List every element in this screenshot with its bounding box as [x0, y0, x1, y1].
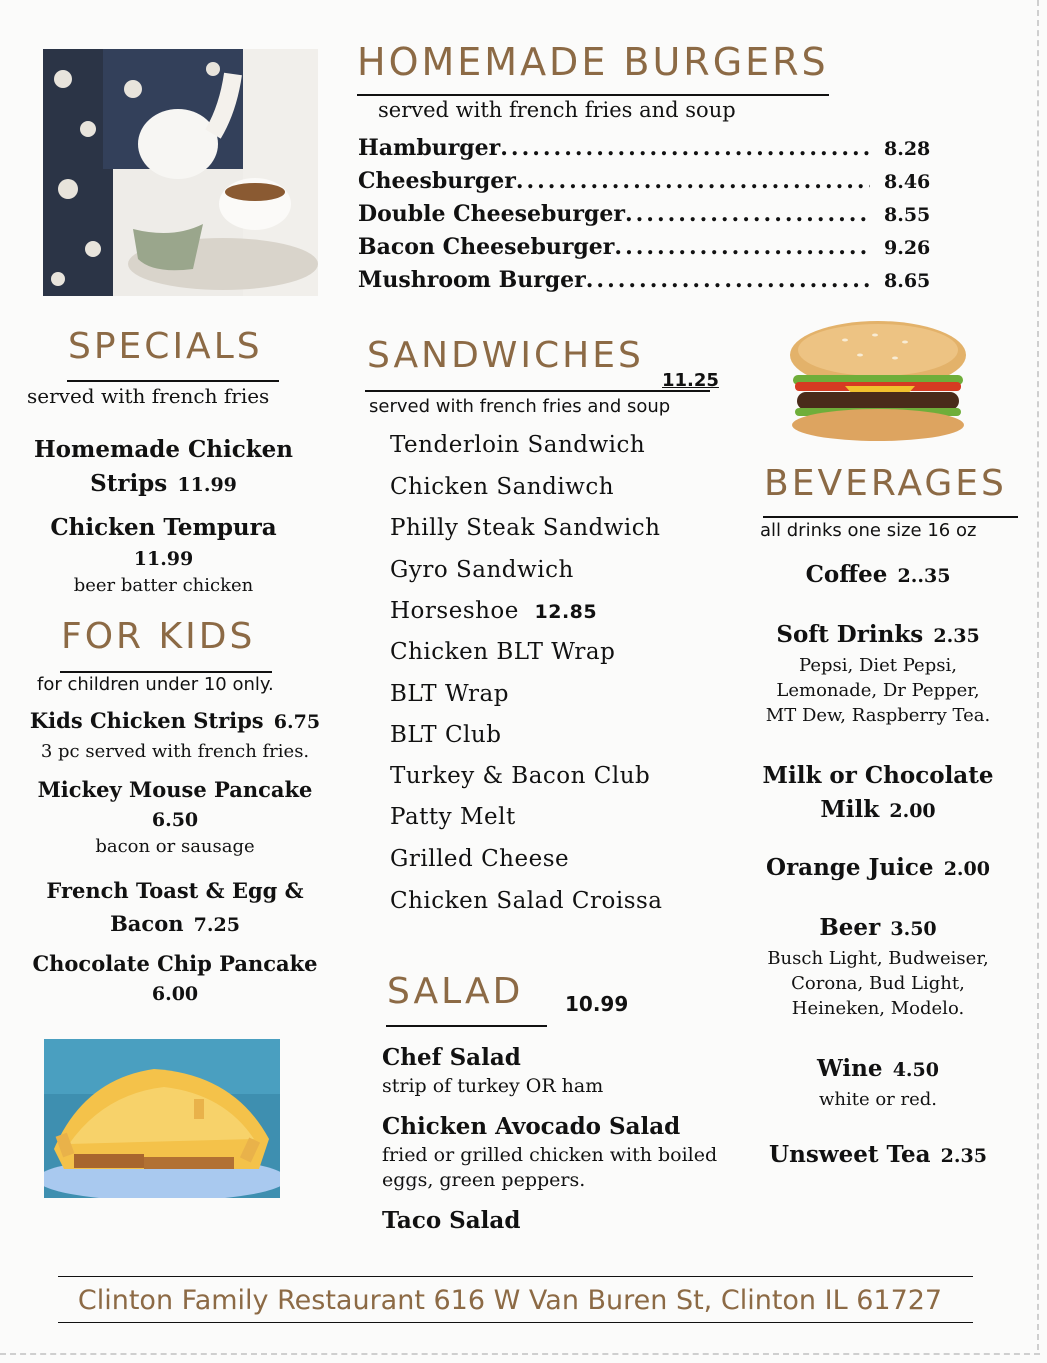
beverages-subtitle: all drinks one size 16 oz	[760, 520, 977, 541]
beverage-desc-cont: MT Dew, Raspberry Tea.	[765, 705, 991, 726]
salad-desc: strip of turkey OR ham	[382, 1075, 604, 1097]
beverage-price: 4.50	[892, 1059, 939, 1081]
sandwich-item: Chicken BLT Wrap	[390, 639, 616, 665]
beverage-desc-cont: Heineken, Modelo.	[791, 998, 965, 1019]
beverage-item	[748, 852, 1008, 886]
beverage-desc: white or red.	[818, 1089, 938, 1110]
beverage-item	[748, 619, 1008, 728]
salad-name: Chef Salad	[382, 1044, 521, 1071]
beverage-item	[748, 759, 1008, 829]
special-item	[20, 433, 307, 503]
kids-desc: bacon or sausage	[95, 836, 255, 857]
burger-name: Mushroom Burger	[358, 267, 586, 293]
sandwich-item: Tenderloin Sandwich	[390, 432, 646, 458]
beverage-price: 3.50	[890, 918, 937, 940]
salad-item	[382, 1042, 603, 1099]
special-name: Chicken Tempura	[50, 514, 277, 541]
sandwiches-title: SANDWICHES	[367, 335, 644, 376]
dot-leader	[586, 267, 870, 293]
beverage-item	[748, 1139, 1008, 1173]
beverage-item	[748, 559, 1008, 593]
salad-item	[382, 1205, 520, 1237]
kids-name: Chocolate Chip Pancake	[32, 951, 318, 976]
burgers-subtitle: served with french fries and soup	[378, 98, 736, 122]
burger-price: 9.26	[884, 237, 931, 259]
kids-price: 6.00	[151, 983, 199, 1005]
special-desc: beer batter chicken	[73, 575, 254, 596]
burger-name: Bacon Cheeseburger	[358, 234, 615, 260]
burger-name: Hamburger	[358, 135, 501, 161]
sandwich-item: Chicken Salad Croissa	[390, 888, 663, 914]
burger-price: 8.65	[884, 270, 931, 292]
kids-rule	[60, 671, 272, 673]
burger-name: Double Cheeseburger	[358, 201, 625, 227]
sandwiches-rule	[365, 390, 710, 392]
sandwich-item: BLT Club	[390, 722, 502, 748]
beverage-name: Orange Juice	[766, 854, 934, 881]
kids-desc: 3 pc served with french fries.	[40, 741, 310, 762]
beverage-price: 2.00	[943, 858, 990, 880]
beverage-desc-cont: Lemonade, Dr Pepper,	[776, 680, 980, 701]
footer-address: Clinton Family Restaurant 616 W Van Buren St, Clinton IL 61727	[77, 1285, 943, 1316]
specials-rule	[67, 380, 279, 382]
kids-price: 6.50	[151, 809, 199, 831]
burger-name: Cheesburger	[358, 168, 516, 194]
beverage-name: Beer	[819, 914, 881, 941]
special-price: 11.99	[177, 474, 237, 496]
page-edge-bottom	[0, 1353, 1040, 1355]
cheese-fries-photo	[44, 1039, 280, 1198]
kids-name: Mickey Mouse Pancake	[37, 777, 313, 802]
specials-title: SPECIALS	[68, 326, 263, 367]
burger-price: 8.28	[884, 138, 931, 160]
sandwich-item: Philly Steak Sandwich	[390, 515, 661, 541]
beverage-name: Coffee	[805, 561, 888, 588]
dot-leader	[625, 201, 870, 227]
burger-item	[358, 168, 931, 200]
sandwich-name: Horseshoe	[390, 598, 519, 624]
beverages-title: BEVERAGES	[764, 463, 1007, 504]
dot-leader	[516, 168, 870, 194]
beverage-price: 2.35	[940, 1145, 987, 1167]
page-edge-right	[1037, 0, 1039, 1350]
kids-price: 6.75	[273, 711, 321, 733]
beverages-rule	[763, 516, 1018, 518]
beverage-name: Soft Drinks	[776, 621, 924, 648]
special-name-cont: Strips	[90, 470, 168, 497]
beverage-item	[748, 1053, 1008, 1112]
kids-item	[15, 874, 335, 942]
dot-leader	[614, 234, 870, 260]
sandwich-item: Chicken Sandiwch	[390, 474, 615, 500]
beverage-desc: Pepsi, Diet Pepsi,	[799, 655, 957, 676]
kids-subtitle: for children under 10 only.	[37, 674, 274, 695]
beverage-price: 2.35	[933, 625, 980, 647]
kids-name: French Toast & Egg &	[46, 878, 304, 903]
dot-leader	[500, 135, 870, 161]
special-price: 11.99	[133, 548, 194, 570]
burgers-title: HOMEMADE BURGERS	[357, 40, 829, 84]
sandwich-item	[390, 598, 597, 624]
sandwich-item: Grilled Cheese	[390, 846, 570, 872]
sandwich-item: Patty Melt	[390, 804, 516, 830]
special-item	[20, 511, 307, 598]
burger-price: 8.46	[884, 171, 931, 193]
specials-subtitle: served with french fries	[27, 384, 270, 408]
salad-item	[382, 1111, 717, 1193]
beverage-name: Unsweet Tea	[769, 1141, 931, 1168]
burger-item	[358, 135, 931, 167]
salad-name: Chicken Avocado Salad	[382, 1113, 681, 1140]
beverage-price: 2.00	[889, 800, 936, 822]
kids-name: Kids Chicken Strips	[29, 708, 264, 733]
beverage-name: Milk or Chocolate	[762, 762, 994, 789]
burgers-rule	[357, 94, 829, 96]
burger-price: 8.55	[884, 204, 931, 226]
kids-item	[15, 774, 335, 859]
salad-desc-cont: eggs, green peppers.	[382, 1169, 586, 1191]
salad-name: Taco Salad	[382, 1207, 521, 1234]
special-name: Homemade Chicken	[33, 436, 294, 463]
beverage-price: 2..35	[897, 565, 951, 587]
burger-item	[358, 267, 931, 299]
salad-desc: fried or grilled chicken with boiled	[382, 1144, 718, 1166]
beverage-desc: Busch Light, Budweiser,	[767, 948, 989, 969]
burger-item	[358, 201, 931, 233]
sandwiches-price: 11.25	[662, 370, 719, 391]
beverage-name-cont: Milk	[820, 796, 880, 823]
salad-title: SALAD	[387, 971, 524, 1012]
beverage-desc-cont: Corona, Bud Light,	[791, 973, 965, 994]
kids-item	[15, 948, 335, 1008]
horseshoe-price: 12.85	[534, 601, 598, 623]
salad-price: 10.99	[565, 992, 629, 1016]
sandwich-item: Turkey & Bacon Club	[390, 763, 651, 789]
tea-pouring-photo	[43, 49, 318, 296]
beverage-item	[748, 912, 1008, 1021]
salad-rule	[386, 1025, 547, 1027]
kids-price: 7.25	[193, 914, 240, 936]
kids-title: FOR KIDS	[61, 616, 256, 657]
sandwiches-subtitle: served with french fries and soup	[369, 396, 671, 417]
sandwich-item: Gyro Sandwich	[390, 557, 574, 583]
burger-item	[358, 234, 931, 266]
footer-rule-top	[58, 1276, 973, 1277]
beverage-name: Wine	[817, 1055, 883, 1082]
burger-photo	[785, 320, 971, 445]
footer-rule-bottom	[58, 1322, 973, 1323]
kids-name-cont: Bacon	[110, 911, 184, 936]
sandwich-item: BLT Wrap	[390, 681, 509, 707]
kids-item	[15, 705, 335, 764]
